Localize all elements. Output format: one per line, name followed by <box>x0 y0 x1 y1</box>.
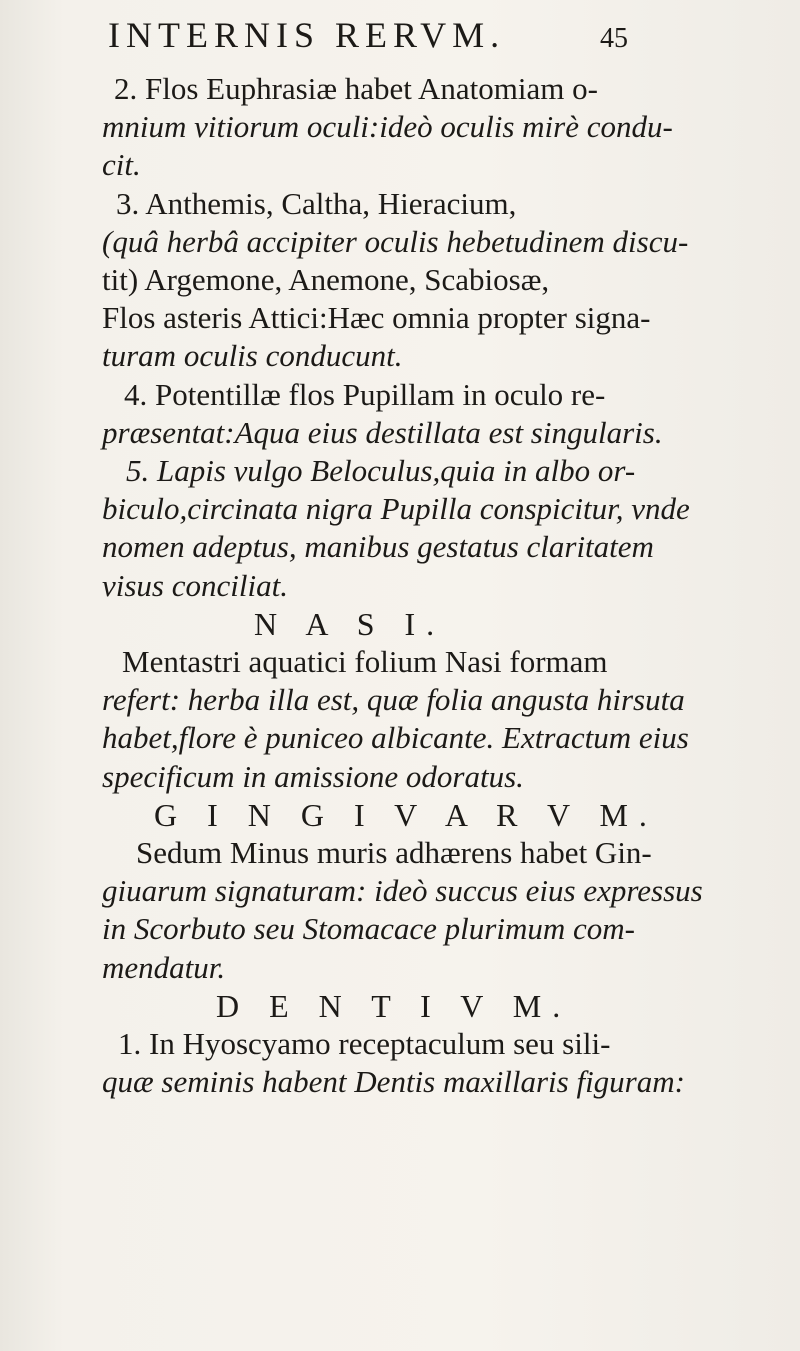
text-line: (quâ herbâ accipiter oculis hebetudinem discu- <box>102 223 689 259</box>
text-line: in Scorbuto seu Stomacace plurimum com- <box>102 911 635 947</box>
text-line: mendatur. <box>102 949 226 985</box>
running-head-title: INTERNIS RERVM. <box>108 15 506 55</box>
text-line: 5. Lapis vulgo Beloculus,quia in albo or- <box>126 453 636 489</box>
text-line: refert: herba illa est, quæ folia angusta hirsuta <box>102 682 685 718</box>
running-head <box>108 14 628 56</box>
text-line: specificum in amissione odoratus. <box>102 758 524 794</box>
text-line: 2. Flos Euphrasiæ habet Anatomiam o- <box>114 71 598 106</box>
text-line: 3. Anthemis, Caltha, Hieracium, <box>116 185 517 221</box>
text-line: mnium vitiorum oculi:ideò oculis mirè condu- <box>102 109 673 145</box>
text-line: visus conciliat. <box>102 567 288 603</box>
text-line: Flos asteris Attici:Hæc omnia propter signa- <box>102 300 651 336</box>
text-line: tit) Argemone, Anemone, Scabiosæ, <box>102 262 550 298</box>
text-line: habet,flore è puniceo albicante. Extractum eius <box>102 720 689 756</box>
text-line: 4. Potentillæ flos Pupillam in oculo re- <box>124 376 606 412</box>
text-line: biculo,circinata nigra Pupilla conspicitur, vnde <box>102 491 690 527</box>
page-number: 45 <box>600 23 628 54</box>
text-line: quæ seminis habent Dentis maxillaris figuram: <box>102 1064 685 1100</box>
section-heading-nasi: N A S I. <box>254 605 446 642</box>
section-heading-dentium: D E N T I V M. <box>216 987 572 1024</box>
section-heading-gingivarum: G I N G I V A R V M. <box>154 796 658 833</box>
text-line: 1. In Hyoscyamo receptaculum seu sili- <box>118 1026 611 1062</box>
text-line: præsentat:Aqua eius destillata est singularis. <box>102 414 663 450</box>
text-line: nomen adeptus, manibus gestatus claritatem <box>102 529 654 565</box>
text-line: Mentastri aquatici folium Nasi formam <box>122 644 608 680</box>
text-line: cit. <box>102 147 141 183</box>
body-text <box>16 70 706 1101</box>
text-line: Sedum Minus muris adhærens habet Gin- <box>136 835 652 871</box>
text-line: giuarum signaturam: ideò succus eius expressus <box>102 873 703 909</box>
text-line: turam oculis conducunt. <box>102 338 403 374</box>
